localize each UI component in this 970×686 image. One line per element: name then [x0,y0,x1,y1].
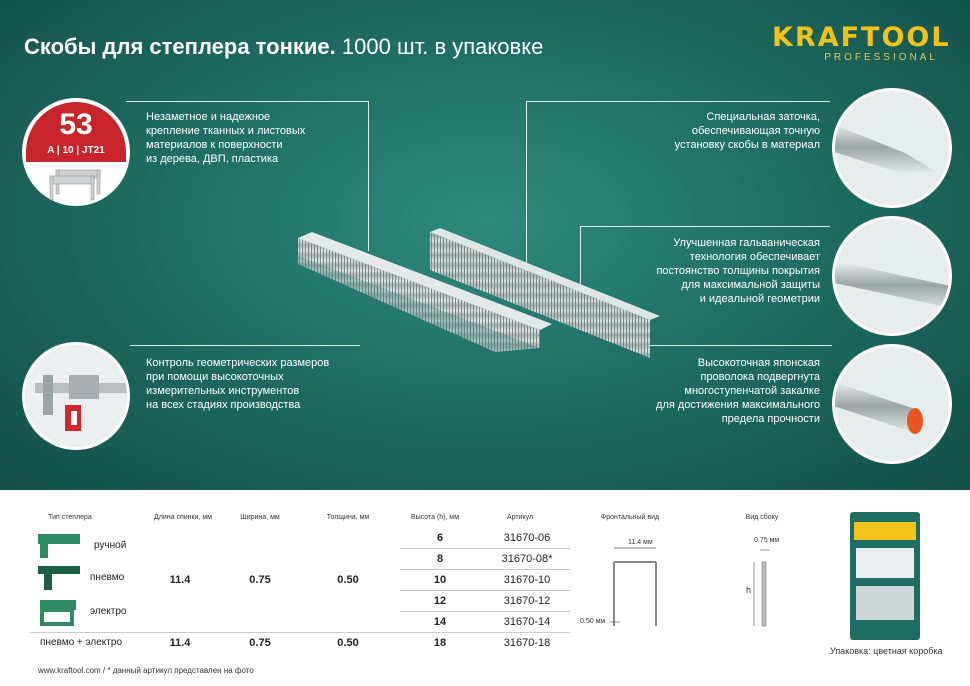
staple-strips [290,220,690,360]
article-cell: 31670-08* [501,553,553,565]
col-header-front: Фронтальный вид [600,514,660,521]
article-cell: 31670-14 [503,616,551,628]
badge-sub: A | 10 | JT21 [47,145,105,156]
sharp-tip-image [832,88,952,208]
spec-table [0,490,970,686]
front-view-diagram [580,536,700,646]
col-header-side: Вид сбоку [745,514,779,521]
galvanic-wire-image [832,216,952,336]
width-main: 0.75 [249,574,271,586]
thickness-main: 0.50 [337,574,359,586]
package-image [850,512,920,640]
width-last: 0.75 [249,637,271,649]
height-cell: 6 [436,532,444,544]
height-cell: 14 [433,616,447,628]
tool-electric: электро [90,606,127,617]
badge-number: 53 [59,108,93,141]
feature-galvanic: Улучшенная гальваническая технология обеспечивает постоянство толщины покрытия для максимальной защиты и идеальной геометрии [656,237,820,305]
wire-cut-image [832,344,952,464]
feature-geometry-control: Контроль геометрических размеров при помощи высокоточных измерительных инструментов на всех стадиях производства [146,357,330,411]
front-width-label: 11.4 мм [628,539,653,546]
tool-pneumatic: пневмо [90,572,125,583]
footer-note: www.kraftool.com / * данный артикул представлен на фото [38,666,254,675]
col-header-article: Артикул [506,514,534,521]
tool-manual: ручной [94,540,127,551]
front-thick-label: 0.50 мм [580,618,606,625]
side-h-label: h [746,585,752,595]
feature-sharpening: Специальная заточка, обеспечивающая точную установку скобы в материал [674,111,820,151]
col-header-length: Длина спинки, мм [154,514,212,521]
feature-fastening: Незаметное и надежное крепление тканных и листовых материалов к поверхности из дерева, ДВП, пластика [146,111,306,165]
tool-pneumatic-electric: пневмо + электро [40,637,123,648]
article-cell: 31670-06 [503,532,551,544]
length-last: 11.4 [169,637,191,649]
height-cell: 12 [433,595,447,607]
page-title: Скобы для степлера тонкие. 1000 шт. в упаковке [24,34,544,59]
height-cell: 8 [436,553,444,565]
height-cell: 10 [433,574,447,586]
article-cell: 31670-18 [503,637,551,649]
feature-wire: Высокоточная японская проволока подвергнута многоступенчатой закалке для достижения максимального предела прочности [656,357,820,425]
article-cell: 31670-10 [503,574,551,586]
thickness-last: 0.50 [337,637,359,649]
side-width-label: 0.75 мм [754,537,780,544]
package-label: Упаковка: цветная коробка [830,646,943,656]
kraftool-logo: KRAFTOOL PROFESSIONAL [772,22,951,63]
col-header-type: Тип степлера [48,514,92,521]
length-main: 11.4 [169,574,191,586]
height-cell: 18 [433,637,447,649]
caliper-image [22,342,130,450]
article-cell: 31670-12 [503,595,551,607]
stapler-icons [34,530,94,630]
col-header-thickness: Толщина, мм [326,514,370,521]
col-header-height: Высота (h), мм [410,514,460,521]
col-header-width: Ширина, мм [240,514,280,521]
staple-type-badge [22,98,130,206]
staple-icon [22,98,130,206]
